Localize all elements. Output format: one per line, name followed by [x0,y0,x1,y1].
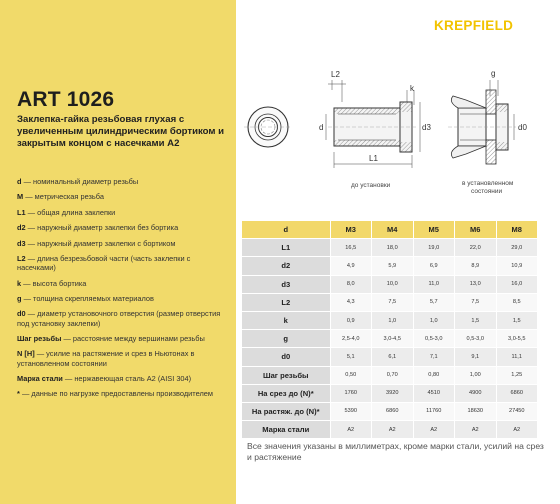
cell-value: 7,5 [455,293,497,311]
cell-value: 8,0 [330,275,372,293]
cell-value: 6860 [372,402,414,420]
cell-value: 18,0 [372,239,414,257]
legend-term: N [H] [17,349,35,359]
cell-value: 8,9 [455,257,497,275]
cell-value: 3920 [372,384,414,402]
row-label: Шаг резьбы [242,366,330,384]
cell-value: А2 [496,421,538,439]
legend-item [17,349,229,367]
legend-term: g [17,293,22,303]
cell-value: 6,9 [413,257,455,275]
dim-l2-label: L2 [331,70,340,79]
legend-item [17,177,229,186]
product-description: Заклепка-гайка резьбовая глухая с увеличенным цилиндрическим бортиком и закрытым концом с насечками А2 [17,114,225,149]
caption-after-line1: в установленном [462,180,514,187]
specification-table [242,221,538,439]
cell-value: А2 [330,421,372,439]
cell-value: 9,1 [455,348,497,366]
table-row [242,421,538,439]
legend-item [17,208,229,217]
cell-value: 0,9 [330,311,372,329]
cell-value: 0,80 [413,366,455,384]
legend-text: — нержавеющая сталь А2 (AISI 304) [62,373,192,383]
legend-term: Марка стали [17,373,63,383]
end-view-drawing [244,107,292,147]
cell-value: 5,7 [413,293,455,311]
cell-value: 11,0 [413,275,455,293]
cell-value: 16,0 [496,275,538,293]
legend-term: d0 [17,309,26,319]
cell-value: 11760 [413,402,455,420]
table-row [242,311,538,329]
cell-value: 7,1 [413,348,455,366]
cell-value: 3,0-4,5 [372,330,414,348]
legend-term: d3 [17,238,26,248]
legend-text: — расстояние между вершинами резьбы [61,333,205,343]
cell-value: 18630 [455,402,497,420]
legend-term: d [17,177,22,186]
legend-text: — высота бортика [21,278,87,288]
dim-g-label: g [491,69,496,78]
cell-value: 4510 [413,384,455,402]
row-label: L1 [242,239,330,257]
cell-value: 29,0 [496,239,538,257]
table-row [242,348,538,366]
caption-after-line2: состоянии [471,188,503,195]
cell-value: 5390 [330,402,372,420]
row-label: g [242,330,330,348]
table-row [242,330,538,348]
row-label: d3 [242,275,330,293]
section-after-drawing [448,69,527,195]
table-header-row [242,221,538,239]
legend-item [17,294,229,303]
cell-value: А2 [372,421,414,439]
dim-d3-label: d3 [422,123,431,132]
cell-value: 13,0 [455,275,497,293]
table-row [242,275,538,293]
legend-item [17,254,229,272]
row-label: d2 [242,257,330,275]
cell-value: 1,5 [496,311,538,329]
legend-item [17,309,229,327]
row-label: d0 [242,348,330,366]
table-row [242,366,538,384]
caption-before: до установки [351,182,391,189]
cell-value: А2 [455,421,497,439]
cell-value: 3,0-5,5 [496,330,538,348]
cell-value: 4900 [455,384,497,402]
table-row [242,384,538,402]
row-label: Марка стали [242,421,330,439]
cell-value: 16,5 [330,239,372,257]
row-label: На срез до (N)* [242,384,330,402]
legend-item [17,389,229,398]
cell-value: А2 [413,421,455,439]
legend-text: — номинальный диаметр резьбы [21,177,139,186]
cell-value: 6860 [496,384,538,402]
cell-value: 1760 [330,384,372,402]
dim-d0-label: d0 [518,123,527,132]
legend-text: — наружный диаметр заклепки с бортиком [25,238,176,248]
cell-value: 1,5 [455,311,497,329]
legend-term: Шаг резьбы [17,333,62,343]
header-size: M4 [372,221,414,239]
row-label: L2 [242,293,330,311]
cell-value: 22,0 [455,239,497,257]
header-size: M5 [413,221,455,239]
cell-value: 7,5 [372,293,414,311]
cell-value: 6,1 [372,348,414,366]
cell-value: 27450 [496,402,538,420]
dim-l1-label: L1 [369,154,378,163]
header-param: d [242,221,330,239]
cell-value: 0,5-3,0 [455,330,497,348]
legend-text: — общая длина заклепки [25,207,116,217]
header-size: M3 [330,221,372,239]
row-label: k [242,311,330,329]
units-note: Все значения указаны в миллиметрах, кроме марки стали, усилий на срез и растяжение [247,441,544,462]
cell-value: 1,00 [455,366,497,384]
table-row [242,293,538,311]
cell-value: 1,0 [413,311,455,329]
legend-text: — данные по нагрузке предоставлены производителем [19,389,213,399]
table-row [242,257,538,275]
cell-value: 11,1 [496,348,538,366]
brand-logo: KREPFIELD [434,18,514,33]
row-label: На растяж. до (N)* [242,402,330,420]
legend-text: — толщина скрепляемых материалов [21,293,154,303]
legend-term: k [17,278,22,288]
legend-term: d2 [17,223,26,233]
table-row [242,402,538,420]
cell-value: 0,5-3,0 [413,330,455,348]
dim-d-label: d [319,123,324,132]
cell-value: 4,9 [330,257,372,275]
cell-value: 19,0 [413,239,455,257]
legend-text: — метрическая резьба [23,192,104,202]
cell-value: 5,9 [372,257,414,275]
cell-value: 1,0 [372,311,414,329]
table-row [242,239,538,257]
cell-value: 1,25 [496,366,538,384]
legend-text: — наружный диаметр заклепки без бортика [25,223,179,233]
parameter-legend [17,177,229,405]
legend-item [17,279,229,288]
legend-item [17,192,229,201]
dim-k-label: k [410,84,414,93]
article-title: ART 1026 [17,88,115,111]
legend-text: — диаметр установочного отверстия (размер отверстия под установку заклепки) [17,309,221,328]
legend-term: L2 [17,253,26,263]
cell-value: 0,50 [330,366,372,384]
legend-item [17,374,229,383]
cell-value: 5,1 [330,348,372,366]
legend-term: M [17,192,24,202]
cell-value: 10,0 [372,275,414,293]
cell-value: 10,9 [496,257,538,275]
legend-term: * [17,389,20,399]
legend-text: — длина безрезьбовой части (часть заклепки с насечками) [17,253,191,273]
cell-value: 0,70 [372,366,414,384]
cell-value: 2,5-4,0 [330,330,372,348]
legend-item [17,239,229,248]
cell-value: 8,5 [496,293,538,311]
section-before-drawing [319,70,431,189]
legend-text: — усилие на растяжение и срез в Ньютонах в установленном состоянии [17,349,195,368]
legend-item [17,334,229,343]
legend-term: L1 [17,207,26,217]
technical-drawings [242,60,560,200]
cell-value: 4,3 [330,293,372,311]
header-size: M8 [496,221,538,239]
header-size: M6 [455,221,497,239]
legend-item [17,223,229,232]
